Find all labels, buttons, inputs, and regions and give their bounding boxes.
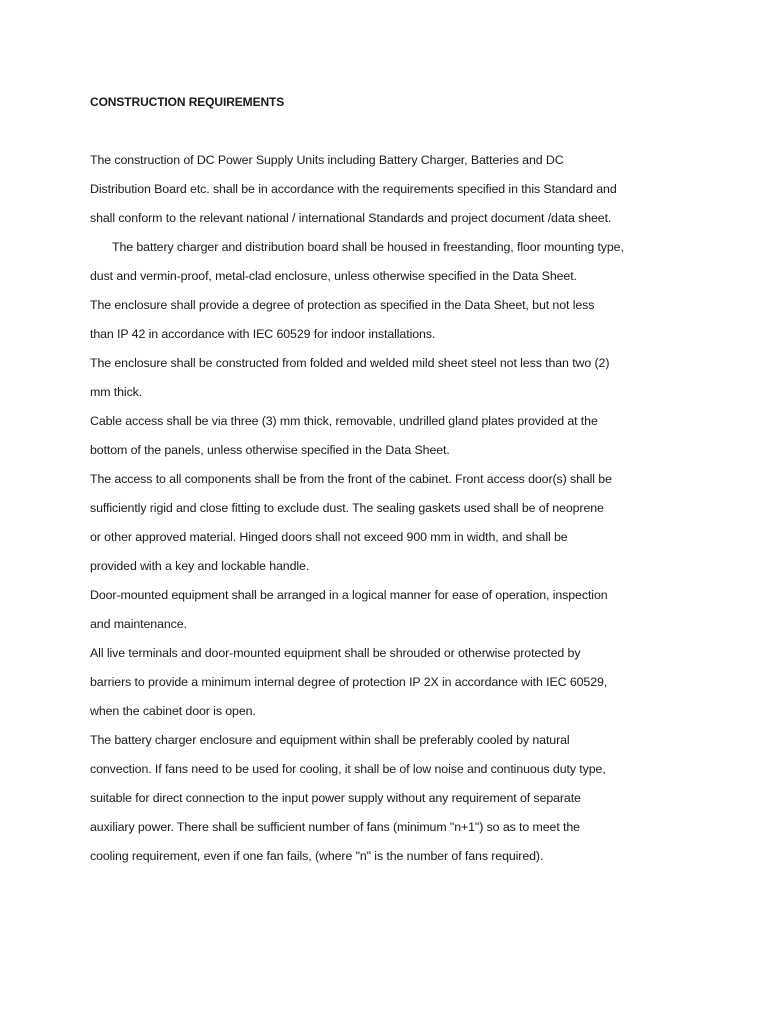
paragraph-line: The battery charger and distribution board shall be housed in freestanding, floor mounting type, xyxy=(112,240,624,254)
paragraph xyxy=(90,233,680,291)
paragraph-line: Door-mounted equipment shall be arranged in a logical manner for ease of operation, inspection xyxy=(90,588,608,602)
paragraph-line: barriers to provide a minimum internal degree of protection IP 2X in accordance with IEC 60529, xyxy=(90,675,608,689)
document-body xyxy=(90,88,680,871)
paragraph-line: than IP 42 in accordance with IEC 60529 for indoor installations. xyxy=(90,327,436,341)
paragraph xyxy=(90,407,680,465)
paragraph xyxy=(90,581,680,639)
paragraph-line: Cable access shall be via three (3) mm thick, removable, undrilled gland plates provided at the xyxy=(90,414,598,428)
paragraph-line: and maintenance. xyxy=(90,617,187,631)
paragraph xyxy=(90,639,680,726)
paragraph xyxy=(90,146,680,233)
paragraph-line: convection. If fans need to be used for cooling, it shall be of low noise and continuous duty type, xyxy=(90,762,606,776)
paragraph-line: sufficiently rigid and close fitting to exclude dust. The sealing gaskets used shall be of neoprene xyxy=(90,501,604,515)
paragraph-line: bottom of the panels, unless otherwise specified in the Data Sheet. xyxy=(90,443,450,457)
paragraph-line: auxiliary power. There shall be sufficient number of fans (minimum "n+1") so as to meet the xyxy=(90,820,580,834)
paragraph-line: provided with a key and lockable handle. xyxy=(90,559,310,573)
paragraph-line: shall conform to the relevant national / international Standards and project document /data sheet. xyxy=(90,211,612,225)
paragraph xyxy=(90,726,680,871)
section-heading: CONSTRUCTION REQUIREMENTS xyxy=(90,95,285,109)
paragraph-line: or other approved material. Hinged doors shall not exceed 900 mm in width, and shall be xyxy=(90,530,568,544)
paragraph xyxy=(90,349,680,407)
paragraph-line: The construction of DC Power Supply Units including Battery Charger, Batteries and DC xyxy=(90,153,564,167)
paragraph-line: The battery charger enclosure and equipment within shall be preferably cooled by natural xyxy=(90,733,570,747)
paragraph xyxy=(90,465,680,581)
paragraph-line: mm thick. xyxy=(90,385,143,399)
paragraph-line: All live terminals and door-mounted equipment shall be shrouded or otherwise protected by xyxy=(90,646,581,660)
paragraph-line: dust and vermin-proof, metal-clad enclosure, unless otherwise specified in the Data Sheet. xyxy=(90,269,577,283)
paragraph-line: suitable for direct connection to the input power supply without any requirement of separate xyxy=(90,791,581,805)
paragraph xyxy=(90,291,680,349)
paragraph-line: Distribution Board etc. shall be in accordance with the requirements specified in this Standard and xyxy=(90,182,617,196)
paragraph-list xyxy=(90,146,680,871)
paragraph-line: when the cabinet door is open. xyxy=(90,704,256,718)
paragraph-line: The enclosure shall provide a degree of protection as specified in the Data Sheet, but not less xyxy=(90,298,595,312)
paragraph-line: cooling requirement, even if one fan fails, (where "n" is the number of fans required). xyxy=(90,849,544,863)
paragraph-line: The access to all components shall be from the front of the cabinet. Front access door(s) shall be xyxy=(90,472,612,486)
paragraph-line: The enclosure shall be constructed from folded and welded mild sheet steel not less than two (2) xyxy=(90,356,610,370)
